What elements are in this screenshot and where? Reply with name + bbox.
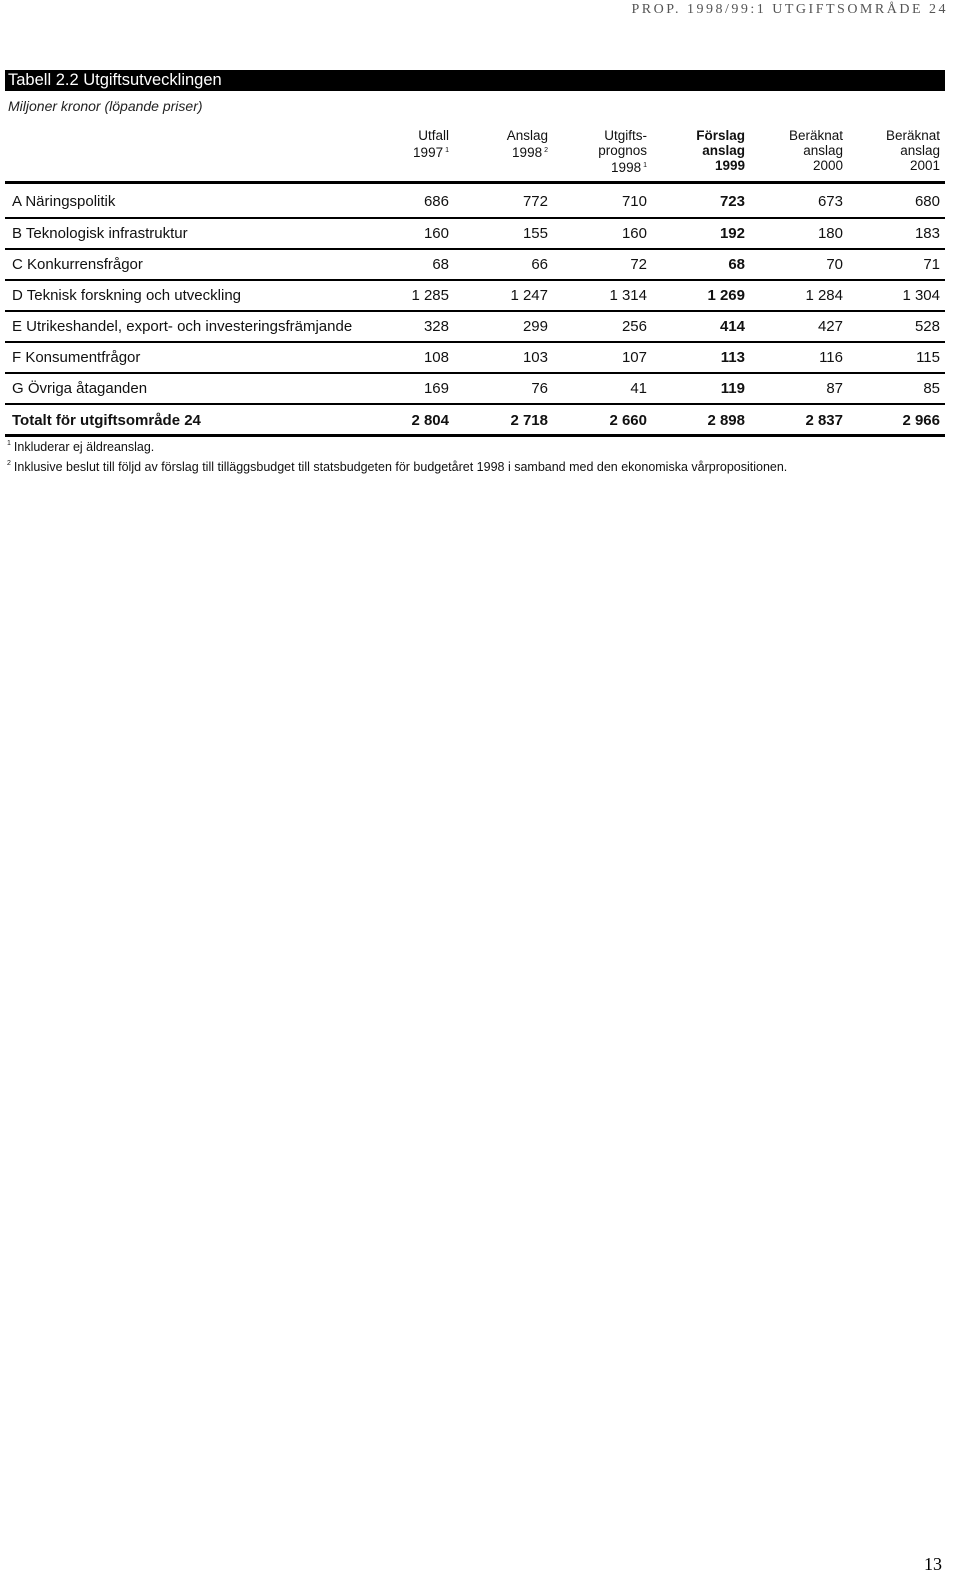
cell: 72 xyxy=(630,256,647,273)
cell: 68 xyxy=(432,256,449,273)
column-header-row xyxy=(5,128,945,182)
cell: 71 xyxy=(923,256,940,273)
column-header-anslag-1998: Anslag 1998 $^2$ xyxy=(506,128,548,160)
cell: 414 xyxy=(719,318,745,335)
row-label: F Konsumentfrågor xyxy=(12,349,141,366)
cell: 1 285 xyxy=(411,287,449,304)
cell: 1 314 xyxy=(609,287,647,304)
cell: 2 660 xyxy=(609,412,647,429)
row-label: A Näringspolitik xyxy=(12,193,116,210)
total-row xyxy=(5,405,945,436)
cell: 155 xyxy=(522,225,548,242)
cell: 180 xyxy=(817,225,843,242)
cell: 119 xyxy=(720,380,745,397)
cell: 160 xyxy=(423,225,449,242)
cell: 2 966 xyxy=(902,412,940,429)
header-rule xyxy=(5,181,945,184)
column-header-beraknat-2001: Beräknat anslag 2001 xyxy=(885,128,940,173)
column-header-utfall-1997: Utfall 1997 $^1$ xyxy=(413,128,449,160)
cell: 299 xyxy=(522,318,548,335)
cell: 66 xyxy=(531,256,548,273)
column-header-beraknat-2000: Beräknat anslag 2000 xyxy=(788,128,843,173)
cell: 528 xyxy=(914,318,940,335)
row-label: D Teknisk forskning och utveckling xyxy=(12,287,241,304)
row-label: B Teknologisk infrastruktur xyxy=(12,225,188,242)
table-row xyxy=(5,218,945,249)
row-label: E Utrikeshandel, export- och investeringsfrämjande xyxy=(12,318,353,335)
cell: 328 xyxy=(423,318,449,335)
cell: 41 xyxy=(630,380,647,397)
cell: 2 837 xyxy=(805,412,843,429)
page-number: 13 xyxy=(924,1554,942,1574)
footnote: $^2$ Inklusive beslut till följd av förslag till tilläggsbudget till statsbudgeten för budgetåret 1998 i samband med den ekonomiska vårpropositionen. xyxy=(7,460,788,474)
cell: 710 xyxy=(621,193,647,210)
cell: 115 xyxy=(916,349,940,366)
table-title: Tabell 2.2 Utgiftsutvecklingen xyxy=(5,70,945,91)
row-label: C Konkurrensfrågor xyxy=(12,256,143,273)
column-header-forslag-1999: Förslag anslag 1999 xyxy=(696,128,745,173)
column-header-utgiftsprognos-1998: Utgifts- prognos 1998 $^1$ xyxy=(598,128,647,175)
cell: 107 xyxy=(621,349,647,366)
cell: 85 xyxy=(923,380,940,397)
cell: 76 xyxy=(531,380,548,397)
total-label: Totalt för utgiftsområde 24 xyxy=(12,412,201,429)
cell: 103 xyxy=(522,349,548,366)
table-row xyxy=(5,373,945,404)
table-row xyxy=(5,311,945,342)
table-subtitle: Miljoner kronor (löpande priser) xyxy=(8,98,203,114)
cell: 183 xyxy=(914,225,940,242)
cell: 108 xyxy=(423,349,449,366)
cell: 673 xyxy=(817,193,843,210)
footnote: $^1$ Inkluderar ej äldreanslag. xyxy=(7,440,155,454)
cell: 1 247 xyxy=(510,287,548,304)
cell: 1 304 xyxy=(902,287,940,304)
cell: 116 xyxy=(819,349,843,366)
cell: 87 xyxy=(826,380,843,397)
cell: 680 xyxy=(914,193,940,210)
cell: 256 xyxy=(621,318,647,335)
cell: 192 xyxy=(719,225,745,242)
cell: 2 898 xyxy=(707,412,745,429)
row-label: G Övriga åtaganden xyxy=(12,380,148,397)
cell: 160 xyxy=(621,225,647,242)
cell: 2 804 xyxy=(411,412,449,429)
table-row xyxy=(5,186,945,217)
table-row xyxy=(5,249,945,280)
table-row xyxy=(5,280,945,311)
cell: 686 xyxy=(423,193,449,210)
running-head: PROP. 1998/99:1 UTGIFTSOMRÅDE 24 xyxy=(631,2,948,17)
total-rule xyxy=(5,434,945,437)
cell: 68 xyxy=(728,256,745,273)
cell: 772 xyxy=(522,193,548,210)
cell: 70 xyxy=(826,256,843,273)
table-row xyxy=(5,342,945,373)
cell: 2 718 xyxy=(510,412,548,429)
cell: 427 xyxy=(817,318,843,335)
cell: 1 284 xyxy=(805,287,843,304)
cell: 1 269 xyxy=(707,287,745,304)
cell: 113 xyxy=(720,349,745,366)
cell: 169 xyxy=(423,380,449,397)
cell: 723 xyxy=(719,193,745,210)
